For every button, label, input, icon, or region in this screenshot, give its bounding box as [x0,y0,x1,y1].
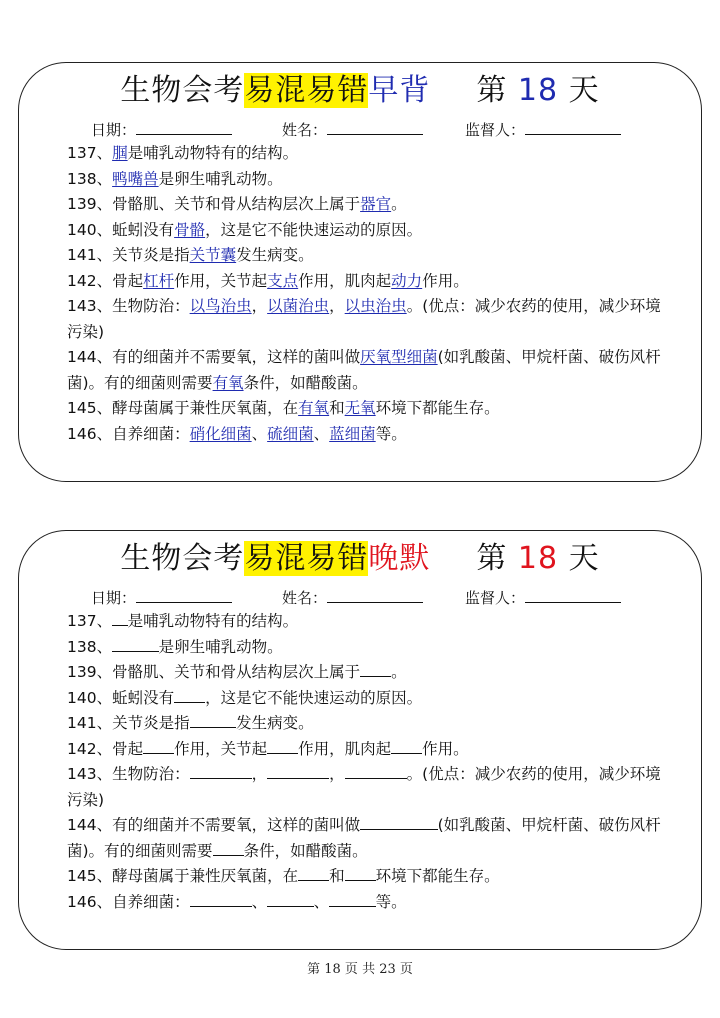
answer-text: 有氧 [298,399,330,417]
question-text: 、 [313,424,330,443]
date-field[interactable] [136,588,232,603]
question-number: 139、 [67,195,113,213]
question-text: ， [329,765,345,783]
day-suffix: 天 [568,73,600,108]
question-text: 是哺乳动物特有的结构。 [127,612,299,630]
title-highlight: 易混易错 [244,73,369,108]
page-footer: 第 18 页 共 23 页 [307,962,413,977]
question-text: 作用，肌肉起 [298,271,392,290]
question-item [67,269,661,295]
question-item [67,167,661,193]
question-text: 作用，肌肉起 [298,739,392,758]
answer-blank[interactable] [213,840,244,856]
question-text: 是哺乳动物特有的结构。 [127,144,299,162]
question-text: (如乳酸菌、甲烷杆菌、破伤风杆菌)。有的细菌则需要 [67,816,661,860]
answer-text: 硝化细菌 [189,424,252,443]
evening-dictation-card [18,530,702,950]
answer-text: 以虫治虫 [344,297,407,315]
question-text: 生物防治： [112,765,190,783]
answer-text: 厌氧型细菌 [360,348,438,366]
supervisor-field[interactable] [525,588,621,603]
question-number: 143、 [67,297,113,315]
evening-question-list [67,609,661,915]
question-number: 145、 [67,867,113,885]
question-text: 作用，关节起 [174,739,268,758]
title-suffix: 晚默 [368,541,431,576]
morning-meta-row [91,119,621,140]
question-text: 自养细菌： [112,892,190,911]
answer-blank[interactable] [112,636,159,652]
question-item [67,635,661,661]
answer-blank[interactable] [267,891,314,907]
question-text: 骨起 [112,271,144,290]
answer-text: 支点 [267,271,299,290]
answer-text: 以鸟治虫 [189,297,252,315]
question-item [67,609,661,635]
question-text: 条件，如醋酸菌。 [243,841,368,860]
question-text: 环境下都能生存。 [375,867,500,885]
question-text: 等。 [375,892,407,911]
question-item [67,396,661,422]
question-item [67,686,661,712]
question-text: ， [251,765,268,783]
title-highlight: 易混易错 [244,541,369,576]
question-item [67,218,661,244]
question-number: 145、 [67,399,113,417]
question-item [67,294,661,345]
answer-text: 鸭嘴兽 [112,169,159,188]
title-prefix: 生物会考 [120,541,245,576]
morning-recite-card [18,62,702,482]
question-item [67,864,661,890]
question-text: 是卵生哺乳动物。 [158,637,283,656]
answer-blank[interactable] [112,610,128,626]
answer-text: 蓝细菌 [329,424,376,443]
question-text: (如乳酸菌、甲烷杆菌、破伤风杆菌)。有的细菌则需要 [67,348,661,392]
question-number: 142、 [67,271,113,290]
answer-text: 无氧 [344,399,376,417]
answer-text: 腘 [112,144,128,162]
evening-meta-row [91,587,621,608]
question-text: 、 [251,424,268,443]
question-text: 关节炎是指 [112,714,190,732]
question-text: 发生病变。 [236,246,314,264]
day-prefix: 第 [476,541,508,576]
question-item [67,141,661,167]
question-number: 142、 [67,739,113,758]
question-item [67,345,661,396]
question-text: 。 [391,195,407,213]
question-number: 138、 [67,637,113,656]
question-text: 作用，关节起 [174,271,268,290]
answer-blank[interactable] [267,738,298,754]
answer-text: 以菌治虫 [267,297,330,315]
question-item [67,660,661,686]
supervisor-label: 监督人： [465,589,526,607]
name-label: 姓名： [282,589,328,607]
answer-blank[interactable] [345,763,407,779]
question-number: 139、 [67,663,113,681]
question-number: 140、 [67,688,113,707]
question-text: 骨骼肌、关节和骨从结构层次上属于 [112,663,361,681]
question-text: ， [329,297,345,315]
question-text: ，这是它不能快速运动的原因。 [205,220,423,239]
question-number: 138、 [67,169,113,188]
supervisor-field[interactable] [525,120,621,135]
date-label: 日期： [91,121,137,139]
question-text: 作用。 [422,271,469,290]
question-text: 、 [313,892,330,911]
answer-text: 硫细菌 [267,424,314,443]
question-text: 蚯蚓没有 [112,220,175,239]
question-text: 等。 [375,424,407,443]
answer-blank[interactable] [298,865,329,881]
question-item [67,192,661,218]
morning-question-list [67,141,661,447]
question-text: 关节炎是指 [112,246,190,264]
question-text: 环境下都能生存。 [375,399,500,417]
question-text: 有的细菌并不需要氧，这样的菌叫做 [112,816,361,834]
question-item [67,711,661,737]
answer-blank[interactable] [190,712,237,728]
question-item [67,762,661,813]
question-text: 作用。 [422,739,469,758]
question-number: 137、 [67,144,113,162]
day-suffix: 天 [568,541,600,576]
question-text: 骨起 [112,739,144,758]
question-number: 141、 [67,714,113,732]
question-text: 生物防治： [112,297,190,315]
question-text: 。(优点：减少农药的使用，减少环境污染) [67,765,661,809]
question-text: 和 [329,399,345,417]
answer-text: 动力 [391,271,423,290]
question-number: 137、 [67,612,113,630]
question-item [67,737,661,763]
question-text: 。(优点：减少农药的使用，减少环境污染) [67,297,661,341]
question-text: 。 [391,663,407,681]
answer-blank[interactable] [143,738,174,754]
question-text: 酵母菌属于兼性厌氧菌，在 [112,399,299,417]
name-field[interactable] [327,588,423,603]
question-number: 146、 [67,892,113,911]
supervisor-label: 监督人： [465,121,526,139]
name-field[interactable] [327,120,423,135]
question-number: 140、 [67,220,113,239]
question-text: 蚯蚓没有 [112,688,175,707]
question-text: 和 [329,867,345,885]
title-prefix: 生物会考 [120,73,245,108]
answer-blank[interactable] [190,763,252,779]
answer-blank[interactable] [360,814,438,830]
question-item [67,890,661,916]
answer-text: 有氧 [212,373,244,392]
morning-title [19,69,701,113]
answer-blank[interactable] [391,738,422,754]
name-label: 姓名： [282,121,328,139]
day-number: 18 [517,73,559,108]
answer-text: 骨骼 [174,220,206,239]
title-suffix: 早背 [368,73,431,108]
answer-text: 器官 [360,195,392,213]
question-text: 条件，如醋酸菌。 [243,373,368,392]
question-number: 144、 [67,816,113,834]
question-number: 143、 [67,765,113,783]
day-prefix: 第 [476,73,508,108]
question-text: 自养细菌： [112,424,190,443]
question-number: 146、 [67,424,113,443]
question-item [67,813,661,864]
question-number: 141、 [67,246,113,264]
answer-blank[interactable] [174,687,205,703]
answer-blank[interactable] [345,865,376,881]
question-number: 144、 [67,348,113,366]
answer-blank[interactable] [329,891,376,907]
answer-text: 关节囊 [189,246,237,264]
day-number: 18 [517,541,559,576]
evening-title [19,537,701,581]
question-text: ，这是它不能快速运动的原因。 [205,688,423,707]
answer-text: 杠杆 [143,271,175,290]
answer-blank[interactable] [360,661,391,677]
answer-blank[interactable] [267,763,329,779]
date-field[interactable] [136,120,232,135]
question-text: 、 [251,892,268,911]
answer-blank[interactable] [190,891,252,907]
date-label: 日期： [91,589,137,607]
question-text: 有的细菌并不需要氧，这样的菌叫做 [112,348,361,366]
question-text: 发生病变。 [236,714,314,732]
question-text: ， [251,297,268,315]
question-text: 是卵生哺乳动物。 [158,169,283,188]
question-text: 酵母菌属于兼性厌氧菌，在 [112,867,299,885]
question-item [67,243,661,269]
question-text: 骨骼肌、关节和骨从结构层次上属于 [112,195,361,213]
question-item [67,422,661,448]
